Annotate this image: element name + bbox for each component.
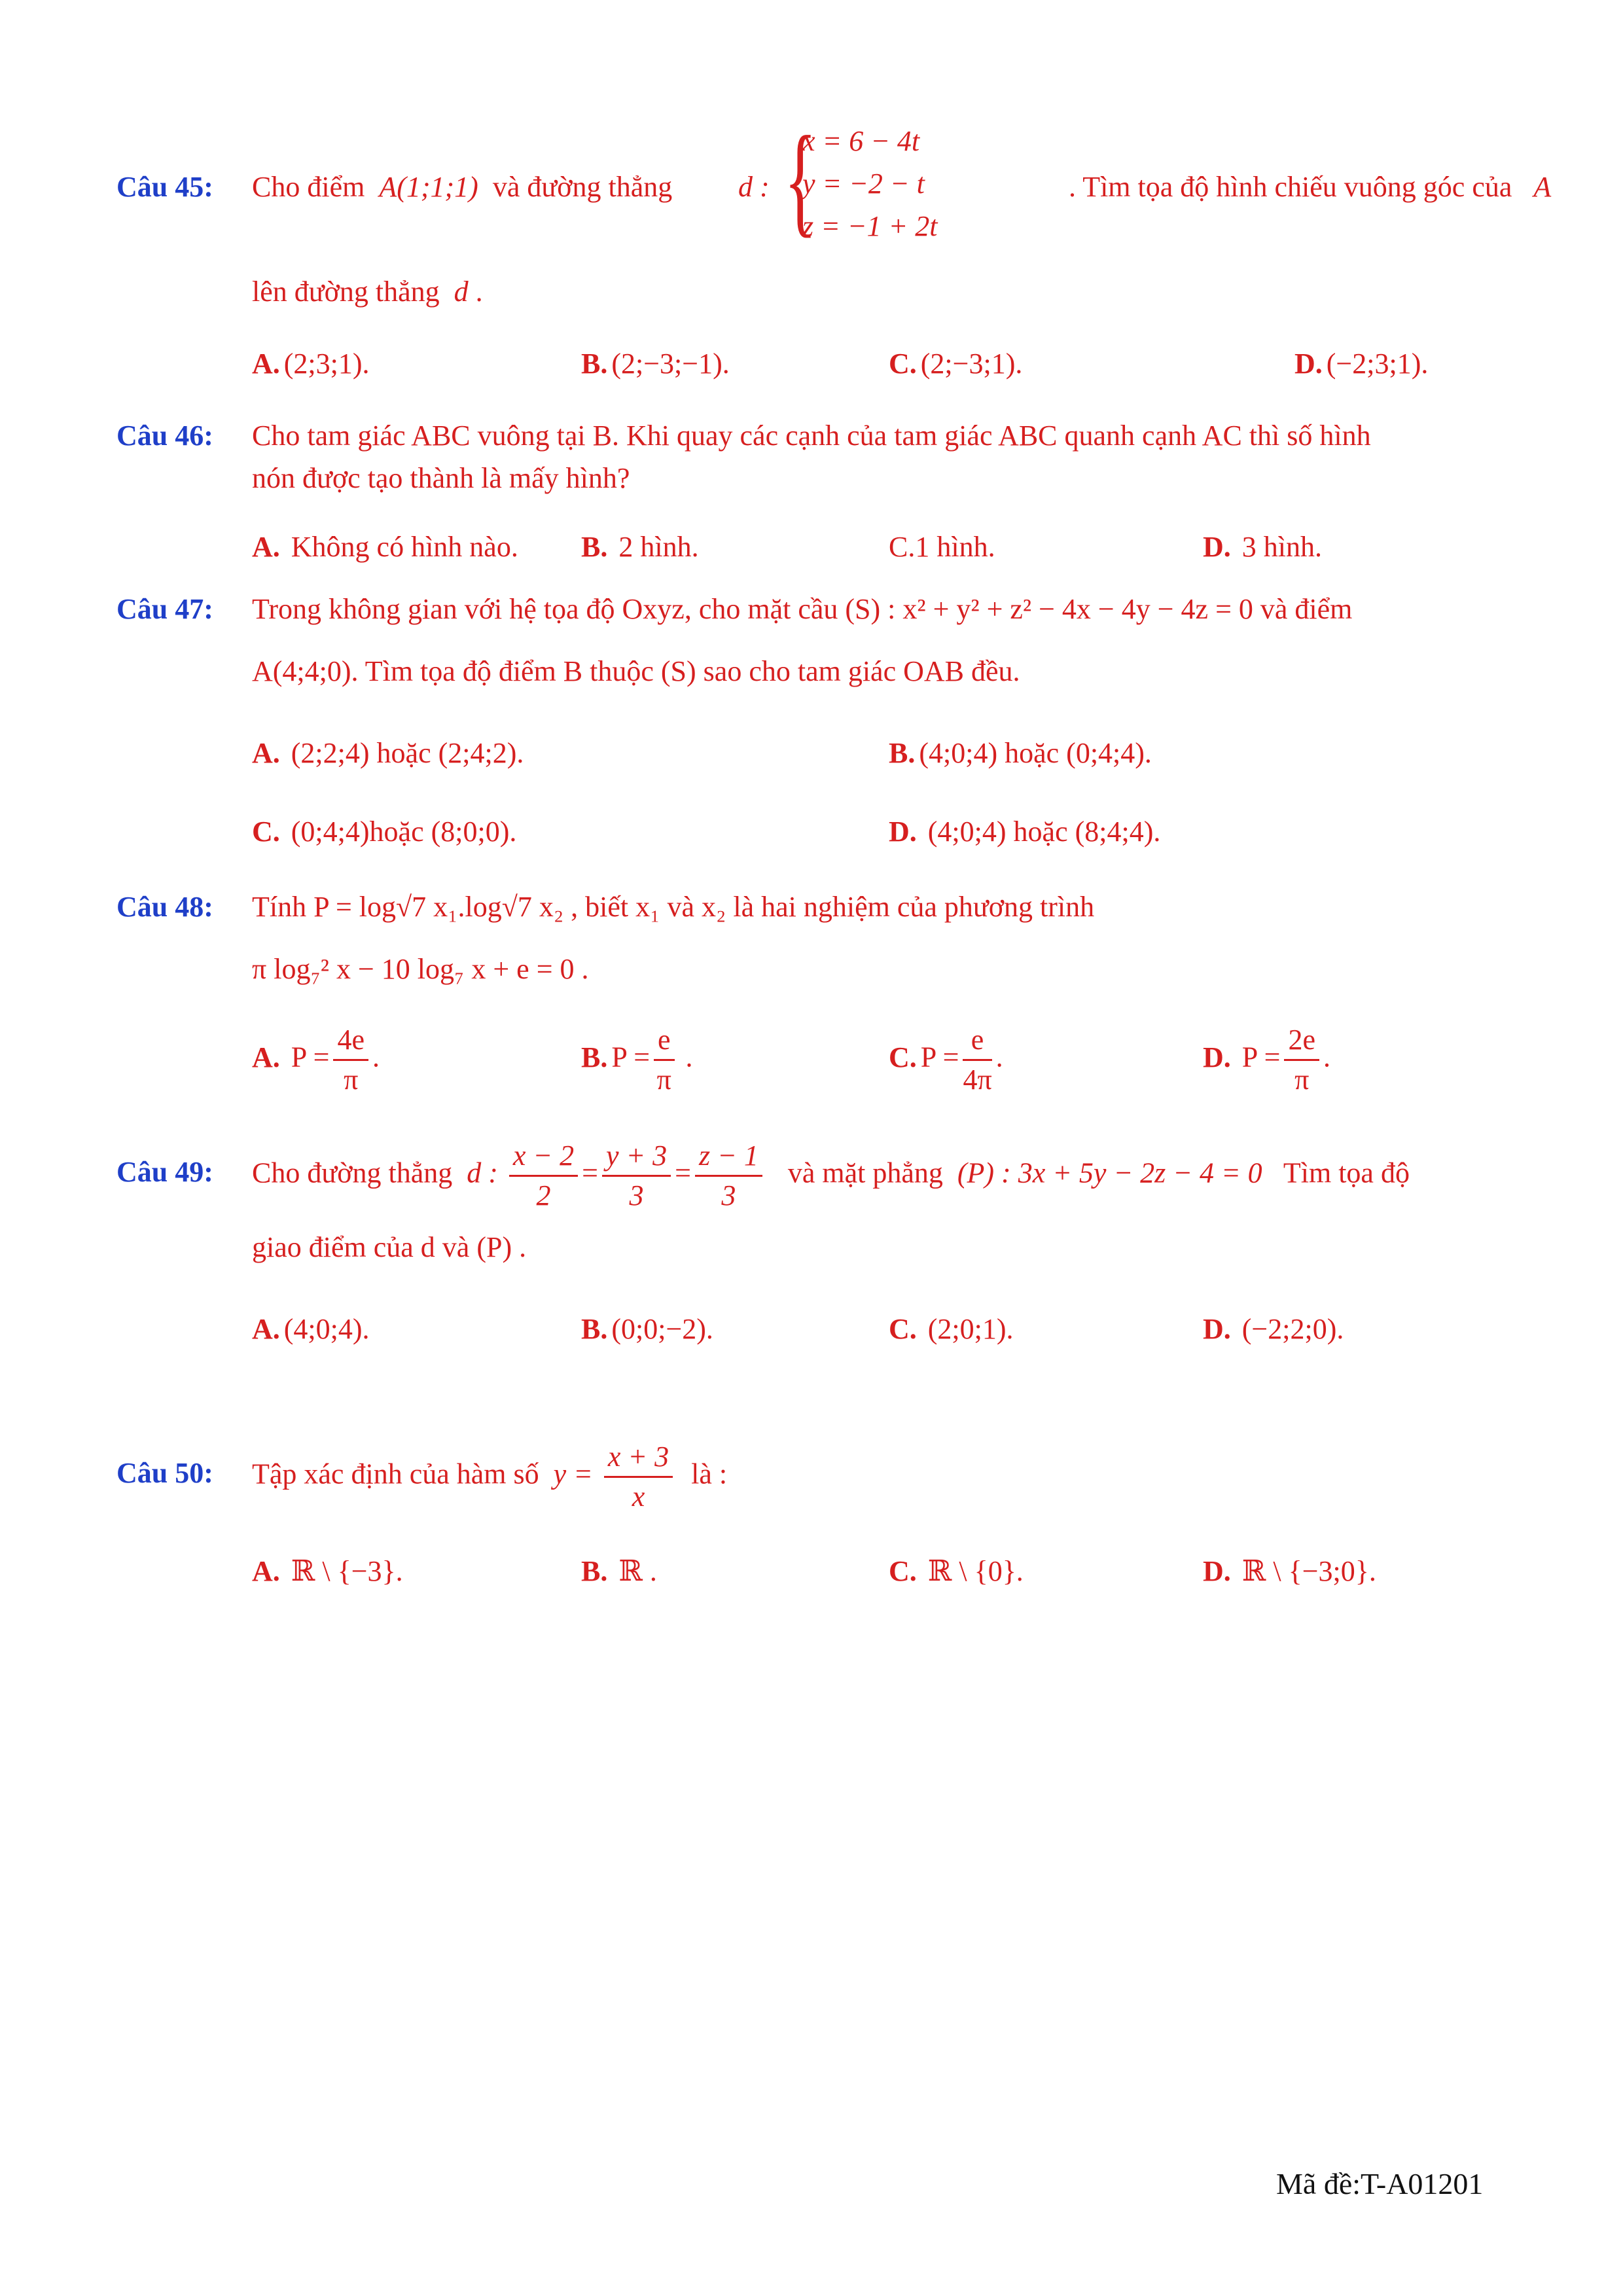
- option-b[interactable]: B. (0;0;−2).: [581, 1313, 713, 1345]
- plane-p: (P) : 3x + 5y − 2z − 4 = 0: [957, 1157, 1262, 1189]
- question-text-line2: lên đường thẳng d .: [252, 276, 483, 308]
- question-text: Cho đường thẳng d : $\frac{x - 2}{2}$ = $\frac{y + 3}{3}$ = $\frac{z - 1}{3}$ và mặt phẳng (P) : 3x + 5y − 2z − 4 = 0 Tìm tọa độ: [252, 1137, 1410, 1215]
- option-c[interactable]: C. ℝ \ {0}.: [889, 1555, 1024, 1587]
- text: và mặt phẳng: [787, 1157, 943, 1189]
- equation-y: y = −2 − t: [802, 168, 925, 200]
- text: Cho điểm: [252, 171, 365, 203]
- line-d: d :: [738, 171, 770, 203]
- option-a[interactable]: A. (4;0;4).: [252, 1313, 370, 1345]
- equation-x: x = 6 − 4t: [802, 125, 920, 157]
- question-text-line2: giao điểm của d và (P) .: [252, 1231, 527, 1263]
- question-label: Câu 48:: [116, 891, 213, 923]
- exam-code: Mã đề:T-A01201: [1276, 2167, 1484, 2200]
- option-a[interactable]: A. ℝ \ {−3}.: [252, 1555, 403, 1587]
- text: và đường thẳng: [492, 171, 673, 203]
- text: lên đường thẳng: [252, 276, 440, 308]
- option-b[interactable]: B. P = $\frac{e}{\pi}$ .: [581, 1021, 693, 1099]
- line-d: d :: [467, 1157, 498, 1189]
- text: . Tìm tọa độ hình chiếu vuông góc của: [1069, 171, 1512, 203]
- parametric-system: [784, 111, 1046, 255]
- option-b[interactable]: B. ℝ .: [581, 1555, 657, 1587]
- option-a[interactable]: A. (2;3;1).: [252, 348, 370, 380]
- question-text-end: [1069, 170, 1551, 204]
- text: Cho đường thẳng: [252, 1157, 453, 1189]
- question-text-line2: A(4;4;0). Tìm tọa độ điểm B thuộc (S) sao cho tam giác OAB đều.: [252, 655, 1020, 687]
- question-label: Câu 46:: [116, 420, 213, 452]
- option-c[interactable]: C. (2;−3;1).: [889, 348, 1023, 380]
- option-a[interactable]: A. P = $\frac{4e}{\pi}$ .: [252, 1021, 380, 1099]
- text: là :: [691, 1458, 728, 1490]
- option-c[interactable]: C.1 hình.: [889, 531, 995, 563]
- option-c[interactable]: C. P = $\frac{e}{4\pi}$ .: [889, 1021, 1003, 1099]
- equation-z: z = −1 + 2t: [802, 210, 938, 242]
- brace-icon: {: [784, 111, 817, 249]
- question-label: Câu 45:: [116, 171, 213, 203]
- question-text: Tính P = log√7 x₁.log√7 x₂ , biết x₁ và x₂ là hai nghiệm của phương trình: [252, 891, 1095, 923]
- point-a-label: A: [1533, 171, 1552, 203]
- question-text: Trong không gian với hệ tọa độ Oxyz, cho mặt cầu (S) : x² + y² + z² − 4x − 4y − 4z = 0 và điểm: [252, 593, 1353, 625]
- question-label: Câu 50:: [116, 1457, 213, 1489]
- question-text: Cho tam giác ABC vuông tại B. Khi quay các cạnh của tam giác ABC quanh cạnh AC thì số hình: [252, 420, 1371, 452]
- option-d[interactable]: D. ℝ \ {−3;0}.: [1203, 1555, 1376, 1587]
- option-d[interactable]: D. 3 hình.: [1203, 531, 1323, 563]
- question-text-line2: π log₇² x − 10 log₇ x + e = 0 .: [252, 953, 589, 985]
- question-label: Câu 47:: [116, 593, 213, 625]
- option-a[interactable]: A. Không có hình nào.: [252, 531, 518, 563]
- option-b[interactable]: B. 2 hình.: [581, 531, 699, 563]
- question-text: [252, 170, 672, 204]
- option-b[interactable]: B. (2;−3;−1).: [581, 348, 730, 380]
- option-c[interactable]: C. (2;0;1).: [889, 1313, 1014, 1345]
- text: Tập xác định của hàm số: [252, 1458, 539, 1490]
- option-d[interactable]: D. (4;0;4) hoặc (8;4;4).: [889, 816, 1161, 848]
- option-d[interactable]: D. P = $\frac{2e}{\pi}$ .: [1203, 1021, 1330, 1099]
- option-d[interactable]: D. (−2;2;0).: [1203, 1313, 1344, 1345]
- option-d[interactable]: D. (−2;3;1).: [1294, 348, 1429, 380]
- question-text: Tập xác định của hàm số y = $\frac{x + 3}{x}$ là :: [252, 1438, 727, 1516]
- text: Tìm tọa độ: [1283, 1157, 1410, 1189]
- point-a: A(1;1;1): [379, 171, 478, 203]
- option-a[interactable]: A. (2;2;4) hoặc (2;4;2).: [252, 737, 524, 769]
- function-y: y =: [553, 1458, 593, 1490]
- option-b[interactable]: B. (4;0;4) hoặc (0;4;4).: [889, 737, 1152, 769]
- var-d: d: [454, 276, 469, 308]
- option-c[interactable]: C. (0;4;4)hoặc (8;0;0).: [252, 816, 517, 848]
- question-text-line2: nón được tạo thành là mấy hình?: [252, 462, 630, 494]
- question-label: Câu 49:: [116, 1156, 213, 1188]
